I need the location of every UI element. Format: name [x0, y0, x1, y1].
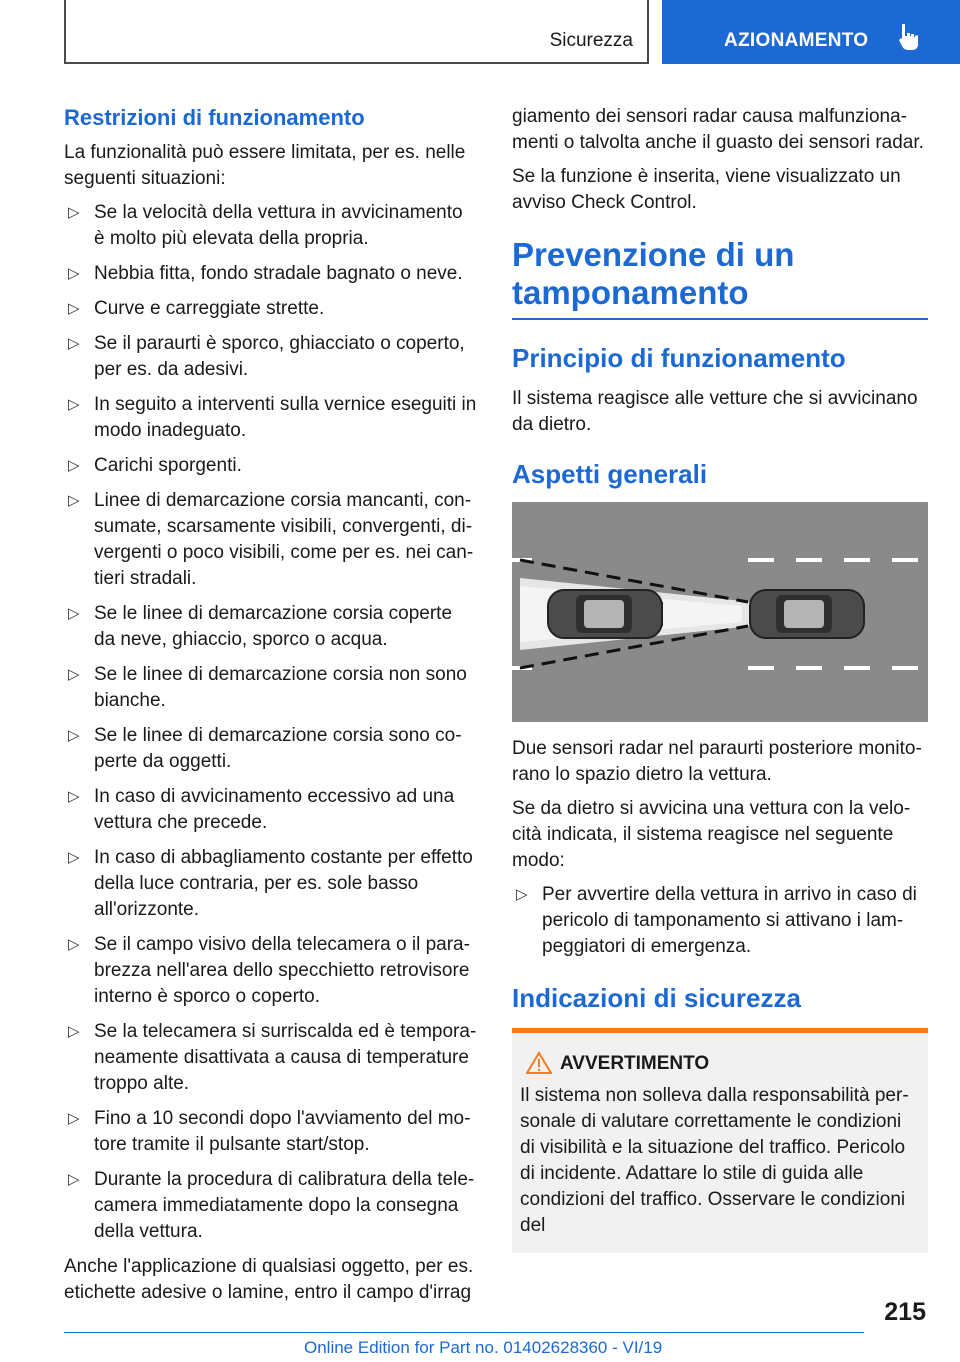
triangle-bullet-icon: ▷ [68, 300, 80, 317]
warning-title: AVVERTIMENTO [520, 1051, 920, 1077]
list-item: ▷ Fino a 10 secondi dopo l'avviamento del motore tramite il pulsante start/stop. [68, 1108, 471, 1155]
warning-box [512, 1028, 928, 1253]
rear-radar-illustration [512, 502, 928, 722]
section-title-rule [512, 318, 928, 320]
restrictions-heading: Restrizioni di funzionamento [64, 105, 365, 130]
triangle-bullet-icon: ▷ [68, 666, 80, 683]
header-chapter-title: AZIONAMENTO [724, 30, 869, 51]
header-section-title: Sicurezza [549, 30, 633, 51]
triangle-bullet-icon: ▷ [68, 204, 80, 221]
triangle-bullet-icon: ▷ [68, 936, 80, 953]
front-car [750, 590, 864, 638]
list-item: ▷ Se le linee di demarcazione corsia coperte da neve, ghiaccio, sporco o acqua. [68, 603, 453, 650]
principle-heading: Principio di funzionamento [512, 343, 846, 373]
left-column [64, 104, 478, 1314]
continuation-text: giamento dei sensori radar causa malfunzionamenti o talvolta anche il guasto dei sensori radar. [512, 106, 924, 153]
triangle-bullet-icon: ▷ [68, 396, 80, 413]
warning-text: Il sistema non solleva dalla responsabilità personale di valutare correttamente le condizioni di visibilità e la situazione del traffico. Pericolo di incidente. Adattare lo stile di guida alle condizioni del traffico. Osservare le condizioni del [520, 1085, 909, 1236]
figure-caption-2: Se da dietro si avvicina una vettura con la velocità indicata, il sistema reagisce nel seguente modo: [512, 798, 911, 871]
list-item: ▷ Se la telecamera si surriscalda ed è temporaneamente disattivata a causa di temperature troppo alte. [68, 1021, 477, 1094]
header-chapter-tab[interactable] [662, 0, 960, 64]
list-item: ▷ In seguito a interventi sulla vernice eseguiti in modo inadeguato. [68, 394, 477, 441]
list-item: ▷ Se le linee di demarcazione corsia non sono bianche. [68, 664, 467, 711]
triangle-bullet-icon: ▷ [68, 788, 80, 805]
pointing-hand-icon [898, 22, 922, 52]
list-item: ▷ Per avvertire della vettura in arrivo in caso di pericolo di tamponamento si attivano i lampeggiatori di emergenza. [516, 884, 917, 957]
restrictions-list [64, 200, 478, 1245]
triangle-bullet-icon: ▷ [68, 1110, 80, 1127]
footer-rule [64, 1332, 864, 1333]
list-item: ▷ Nebbia fitta, fondo stradale bagnato o neve. [64, 261, 478, 287]
triangle-bullet-icon: ▷ [68, 457, 80, 474]
list-item: ▷ Se il paraurti è sporco, ghiacciato o coperto, per es. da adesivi. [68, 333, 465, 380]
list-item: ▷ Curve e carreggiate strette. [64, 296, 478, 322]
warning-triangle-icon [526, 1051, 552, 1075]
edition-footer: Online Edition for Part no. 01402628360 - VI/19 [304, 1338, 663, 1357]
triangle-bullet-icon: ▷ [516, 886, 528, 903]
list-item: ▷ In caso di avvicinamento eccessivo ad una vettura che precede. [68, 786, 455, 833]
list-item: ▷ In caso di abbagliamento costante per effetto della luce contraria, per es. sole basso all'orizzonte. [68, 847, 473, 920]
restrictions-intro: La funzionalità può essere limitata, per es. nelle seguenti situazioni: [64, 142, 466, 189]
rear-car [548, 590, 662, 638]
list-item: ▷ Carichi sporgenti. [64, 453, 478, 479]
triangle-bullet-icon: ▷ [68, 335, 80, 352]
list-item: ▷ Se le linee di demarcazione corsia sono coperte da oggetti. [68, 725, 462, 772]
check-control-text: Se la funzione è inserita, viene visualizzato un avviso Check Control. [512, 166, 901, 213]
triangle-bullet-icon: ▷ [68, 265, 80, 282]
section-title: Prevenzione di un tamponamento [512, 236, 795, 311]
header-section-box [64, 0, 649, 64]
triangle-bullet-icon: ▷ [68, 492, 80, 509]
list-item: ▷ Durante la procedura di calibratura della telecamera immediatamente dopo la consegna della vettura. [68, 1169, 475, 1242]
triangle-bullet-icon: ▷ [68, 849, 80, 866]
restrictions-outro: Anche l'applicazione di qualsiasi oggetto, per es. etichette adesive o lamine, entro il campo d'irrag [64, 1256, 474, 1303]
reaction-list [512, 882, 928, 960]
general-heading: Aspetti generali [512, 459, 708, 489]
list-item: ▷ Linee di demarcazione corsia mancanti, consumate, scarsamente visibili, convergenti, divergenti o poco visibili, come per es. nei cantieri stradali. [68, 490, 474, 589]
list-item: ▷ Se la velocità della vettura in avvicinamento è molto più elevata della propria. [68, 202, 463, 249]
list-item: ▷ Se il campo visivo della telecamera o il parabrezza nell'area dello specchietto retrovisore interno è sporco o coperto. [68, 934, 470, 1007]
triangle-bullet-icon: ▷ [68, 1023, 80, 1040]
triangle-bullet-icon: ▷ [68, 727, 80, 744]
safety-heading: Indicazioni di sicurezza [512, 983, 801, 1013]
principle-text: Il sistema reagisce alle vetture che si avvicinano da dietro. [512, 388, 918, 435]
page-number: 215 [884, 1298, 926, 1326]
right-column [512, 104, 928, 1253]
figure-caption-1: Due sensori radar nel paraurti posteriore monitorano lo spazio dietro la vettura. [512, 738, 922, 785]
triangle-bullet-icon: ▷ [68, 1171, 80, 1188]
triangle-bullet-icon: ▷ [68, 605, 80, 622]
